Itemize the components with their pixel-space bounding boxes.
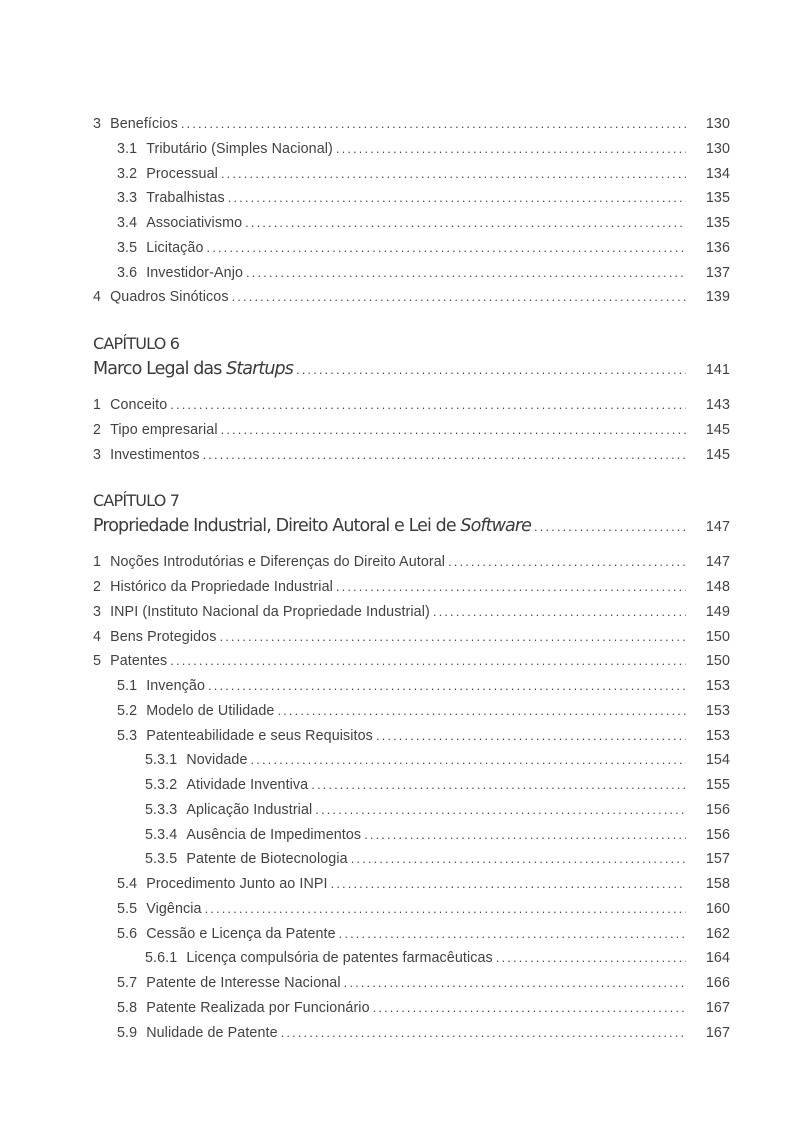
dot-leader bbox=[219, 625, 686, 650]
toc-entry bbox=[93, 872, 730, 897]
entry-number: 5.6.1 bbox=[145, 950, 178, 967]
entry-number: 5.3.2 bbox=[145, 777, 178, 793]
entry-number: 3 bbox=[93, 116, 102, 132]
entry-number: 5.8 bbox=[117, 999, 138, 1016]
entry-label: Licença compulsória de patentes farmacêuticas bbox=[186, 950, 493, 967]
table-of-contents bbox=[93, 112, 730, 1045]
entry-label: Atividade Inventiva bbox=[186, 777, 309, 793]
entry-number: 5.2 bbox=[117, 702, 138, 719]
entry-label: Novidade bbox=[186, 752, 248, 769]
chapter-title-part: Marco Legal das bbox=[93, 359, 227, 379]
entry-page-number: 154 bbox=[705, 752, 730, 769]
chapter-title-part: Software bbox=[460, 516, 531, 537]
dot-leader bbox=[281, 1021, 686, 1046]
dot-leader bbox=[221, 418, 686, 443]
entry-number: 5.3.3 bbox=[145, 801, 178, 818]
entry-page-number: 135 bbox=[705, 215, 730, 231]
toc-entry bbox=[93, 847, 730, 872]
entry-page-number: 148 bbox=[705, 579, 730, 595]
entry-page-number: 153 bbox=[705, 702, 730, 719]
entry-label: Patenteabilidade e seus Requisitos bbox=[146, 727, 373, 744]
entry-number: 5.5 bbox=[117, 900, 138, 917]
toc-entry bbox=[93, 600, 730, 625]
entry-label: Tipo empresarial bbox=[110, 421, 218, 438]
chapter-kicker: CAPÍTULO 6 bbox=[93, 334, 180, 353]
entry-number: 3.1 bbox=[117, 140, 138, 157]
chapter-page-number: 147 bbox=[705, 519, 730, 536]
toc-entry bbox=[93, 773, 730, 798]
toc-section bbox=[93, 112, 730, 310]
entry-number: 5.1 bbox=[117, 678, 138, 694]
toc-entry bbox=[93, 261, 730, 286]
entry-page-number: 158 bbox=[705, 876, 730, 892]
entry-number: 3.5 bbox=[117, 239, 138, 256]
entry-page-number: 136 bbox=[705, 239, 730, 256]
entry-page-number: 160 bbox=[705, 900, 730, 917]
entry-number: 5.3 bbox=[117, 727, 138, 744]
entry-label: Procedimento Junto ao INPI bbox=[146, 876, 328, 892]
entry-label: Ausência de Impedimentos bbox=[186, 826, 362, 843]
entry-label: Patente de Interesse Nacional bbox=[146, 975, 341, 991]
entry-number: 5.4 bbox=[117, 876, 138, 892]
entry-number: 5.3.4 bbox=[145, 826, 178, 843]
entry-label: Vigência bbox=[146, 900, 202, 917]
entry-label: Cessão e Licença da Patente bbox=[146, 925, 336, 942]
entry-label: Investimentos bbox=[110, 446, 200, 463]
entry-number: 4 bbox=[93, 289, 102, 306]
toc-entry bbox=[93, 649, 730, 674]
entry-number: 5.6 bbox=[117, 925, 138, 942]
dot-leader bbox=[203, 443, 686, 468]
entry-page-number: 156 bbox=[705, 801, 730, 818]
toc-entry bbox=[93, 236, 730, 261]
entry-label: Modelo de Utilidade bbox=[146, 702, 275, 719]
entry-label: Licitação bbox=[146, 239, 204, 256]
entry-number: 3.4 bbox=[117, 215, 138, 231]
entry-page-number: 167 bbox=[705, 999, 730, 1016]
chapter-header bbox=[93, 331, 730, 383]
dot-leader bbox=[245, 211, 686, 236]
entry-number: 3 bbox=[93, 446, 102, 463]
entry-label: Histórico da Propriedade Industrial bbox=[110, 579, 333, 595]
entry-page-number: 134 bbox=[705, 165, 730, 182]
dot-leader bbox=[448, 550, 686, 575]
entry-page-number: 150 bbox=[705, 628, 730, 645]
dot-leader bbox=[315, 798, 686, 823]
dot-leader bbox=[433, 600, 686, 625]
entry-page-number: 155 bbox=[705, 777, 730, 793]
entry-number: 4 bbox=[93, 628, 102, 645]
toc-entry bbox=[93, 186, 730, 211]
dot-leader bbox=[205, 897, 686, 922]
entry-page-number: 150 bbox=[705, 653, 730, 670]
toc-entry bbox=[93, 418, 730, 443]
toc-entry bbox=[93, 550, 730, 575]
entry-label: Associativismo bbox=[146, 215, 243, 231]
dot-leader bbox=[208, 674, 686, 699]
entry-page-number: 130 bbox=[705, 116, 730, 132]
entry-page-number: 157 bbox=[705, 851, 730, 868]
entry-page-number: 135 bbox=[705, 190, 730, 207]
entry-page-number: 167 bbox=[705, 1024, 730, 1041]
toc-entry bbox=[93, 575, 730, 600]
entry-page-number: 164 bbox=[705, 950, 730, 967]
toc-entry bbox=[93, 674, 730, 699]
entry-page-number: 153 bbox=[705, 678, 730, 694]
dot-leader bbox=[170, 649, 686, 674]
dot-leader bbox=[336, 137, 686, 162]
toc-entry bbox=[93, 699, 730, 724]
entry-number: 5.3.1 bbox=[145, 752, 178, 769]
dot-leader bbox=[496, 946, 686, 971]
entry-label: Conceito bbox=[110, 397, 168, 413]
entry-page-number: 166 bbox=[705, 975, 730, 991]
dot-leader bbox=[339, 922, 686, 947]
toc-section bbox=[93, 488, 730, 1045]
dot-leader bbox=[246, 261, 686, 286]
entry-number: 3.3 bbox=[117, 190, 138, 207]
dot-leader bbox=[232, 285, 686, 310]
entry-label: INPI (Instituto Nacional da Propriedade Industrial) bbox=[110, 603, 430, 620]
toc-entry bbox=[93, 823, 730, 848]
entry-page-number: 149 bbox=[705, 603, 730, 620]
dot-leader bbox=[311, 773, 686, 798]
dot-leader bbox=[221, 162, 686, 187]
toc-section bbox=[93, 331, 730, 467]
entry-number: 3.2 bbox=[117, 165, 138, 182]
entry-number: 5.9 bbox=[117, 1024, 138, 1041]
chapter-title-part: Startups bbox=[226, 359, 293, 379]
chapter-title bbox=[93, 513, 531, 540]
toc-entry bbox=[93, 922, 730, 947]
dot-leader bbox=[373, 996, 686, 1021]
toc-entry bbox=[93, 748, 730, 773]
toc-entry bbox=[93, 443, 730, 468]
entry-page-number: 143 bbox=[705, 397, 730, 413]
entry-number: 3.6 bbox=[117, 264, 138, 281]
entry-label: Noções Introdutórias e Diferenças do Direito Autoral bbox=[110, 554, 446, 571]
entry-label: Patente de Biotecnologia bbox=[186, 851, 348, 868]
entry-number: 5.3.5 bbox=[145, 851, 178, 868]
entry-label: Bens Protegidos bbox=[110, 628, 217, 645]
dot-leader bbox=[331, 872, 686, 897]
dot-leader bbox=[207, 236, 686, 261]
entry-page-number: 130 bbox=[705, 140, 730, 157]
entry-number: 5 bbox=[93, 653, 102, 670]
entry-number: 1 bbox=[93, 554, 102, 571]
toc-entry bbox=[93, 798, 730, 823]
dot-leader bbox=[251, 748, 686, 773]
entry-number: 2 bbox=[93, 421, 102, 438]
dot-leader bbox=[344, 971, 686, 996]
chapter-kicker: CAPÍTULO 7 bbox=[93, 491, 180, 511]
dot-leader bbox=[228, 186, 686, 211]
entry-number: 5.7 bbox=[117, 975, 138, 991]
toc-entry bbox=[93, 946, 730, 971]
toc-entry bbox=[93, 393, 730, 418]
chapter-title bbox=[93, 356, 293, 383]
toc-entry bbox=[93, 724, 730, 749]
entry-label: Patente Realizada por Funcionário bbox=[146, 999, 370, 1016]
dot-leader bbox=[534, 513, 686, 540]
toc-entry bbox=[93, 625, 730, 650]
dot-leader bbox=[277, 699, 686, 724]
entry-page-number: 137 bbox=[705, 264, 730, 281]
chapter-title-row bbox=[93, 513, 730, 540]
entry-page-number: 162 bbox=[705, 925, 730, 942]
entry-page-number: 147 bbox=[705, 554, 730, 571]
toc-entry bbox=[93, 971, 730, 996]
chapter-page-number: 141 bbox=[705, 362, 730, 378]
entry-label: Nulidade de Patente bbox=[146, 1024, 278, 1041]
chapter-title-row bbox=[93, 356, 730, 383]
entry-number: 1 bbox=[93, 397, 102, 413]
dot-leader bbox=[376, 724, 686, 749]
entry-page-number: 145 bbox=[705, 421, 730, 438]
chapter-title-part: Propriedade Industrial, Direito Autoral e Lei de bbox=[93, 516, 461, 537]
entry-label: Processual bbox=[146, 165, 218, 182]
toc-entry bbox=[93, 162, 730, 187]
entry-label: Tributário (Simples Nacional) bbox=[146, 140, 333, 157]
entry-page-number: 153 bbox=[705, 727, 730, 744]
entry-label: Trabalhistas bbox=[146, 190, 225, 207]
toc-entry bbox=[93, 996, 730, 1021]
entry-label: Benefícios bbox=[110, 116, 178, 132]
dot-leader bbox=[170, 393, 686, 418]
entry-label: Patentes bbox=[110, 653, 168, 670]
entry-page-number: 156 bbox=[705, 826, 730, 843]
dot-leader bbox=[181, 112, 686, 137]
entry-number: 2 bbox=[93, 579, 102, 595]
dot-leader bbox=[351, 847, 686, 872]
toc-entry bbox=[93, 285, 730, 310]
entry-page-number: 145 bbox=[705, 446, 730, 463]
toc-entry bbox=[93, 112, 730, 137]
entry-number: 3 bbox=[93, 603, 102, 620]
entry-label: Investidor-Anjo bbox=[146, 264, 244, 281]
toc-entry bbox=[93, 897, 730, 922]
chapter-header bbox=[93, 488, 730, 540]
dot-leader bbox=[336, 575, 686, 600]
entry-page-number: 139 bbox=[705, 289, 730, 306]
toc-entry bbox=[93, 1021, 730, 1046]
entry-label: Quadros Sinóticos bbox=[110, 289, 229, 306]
entry-label: Aplicação Industrial bbox=[186, 801, 313, 818]
toc-entry bbox=[93, 211, 730, 236]
dot-leader bbox=[364, 823, 686, 848]
toc-entry bbox=[93, 137, 730, 162]
entry-label: Invenção bbox=[146, 678, 206, 694]
dot-leader bbox=[296, 356, 686, 383]
